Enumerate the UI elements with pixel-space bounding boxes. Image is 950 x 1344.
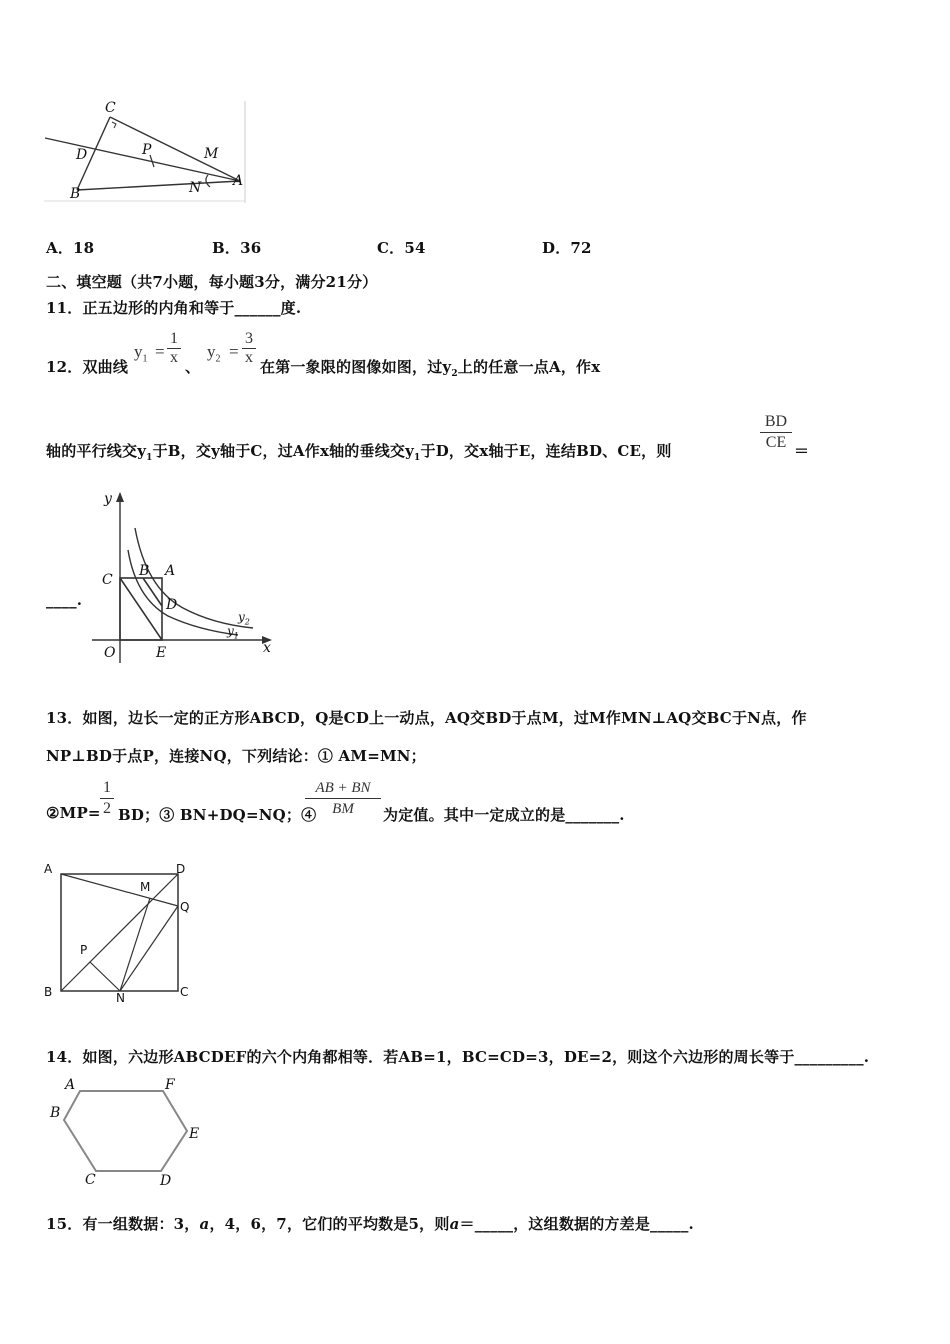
q12-ratio-equals: ＝ bbox=[794, 442, 810, 460]
fig13-label-b: B bbox=[44, 985, 53, 999]
fig14-label-f: F bbox=[165, 1077, 175, 1093]
fig14-label-c: C bbox=[85, 1172, 96, 1188]
q12-y2-symbol: $y_2$ bbox=[207, 342, 221, 365]
fig12-label-e: E bbox=[156, 645, 167, 661]
fig10-label-c: C bbox=[105, 100, 116, 116]
fig13-label-a: A bbox=[44, 862, 53, 876]
q13-line2: NP⊥BD于点P，连接NQ，下列结论：① AM=MN； bbox=[46, 747, 426, 765]
fig10-label-n: N bbox=[189, 180, 202, 196]
q12-line2: 轴的平行线交$y_1$于B，交y轴于C，过A作x轴的垂线交$y_1$于D，交x轴于E，连结BD、CE，则 bbox=[46, 442, 672, 463]
q12-prefix: 12．双曲线 bbox=[46, 358, 129, 376]
fig12-label-b: B bbox=[139, 563, 150, 579]
q13-conclusion4-suffix: 为定值。其中一定成立的是_______. bbox=[383, 806, 625, 824]
fig12-label-a: A bbox=[165, 563, 176, 579]
fig12-label-y2: $y_2$ bbox=[238, 610, 250, 627]
q10-option-b: B．36 bbox=[212, 239, 262, 257]
q12-y1-fraction: 1 x bbox=[167, 330, 181, 367]
fig13-label-q: Q bbox=[180, 900, 190, 914]
fig14-label-a: A bbox=[65, 1077, 76, 1093]
fig14-label-d: D bbox=[160, 1173, 172, 1189]
q12-ratio-fraction: BD CE bbox=[760, 412, 792, 453]
fig12-label-c: C bbox=[102, 572, 113, 588]
q12-y1-eq: = bbox=[155, 342, 165, 361]
q10-option-a: A．18 bbox=[46, 239, 95, 257]
question-11: 11．正五边形的内角和等于______度. bbox=[46, 299, 302, 317]
q12-separator: 、 bbox=[185, 358, 201, 376]
q10-option-d: D．72 bbox=[542, 239, 592, 257]
q13-half-fraction: 1 2 bbox=[100, 778, 114, 819]
fig13-label-p: P bbox=[80, 943, 88, 957]
fig13-label-c: C bbox=[180, 985, 189, 999]
fig10-label-d: D bbox=[76, 147, 88, 163]
fig13-label-d: D bbox=[176, 862, 186, 876]
fig10-label-p: P bbox=[142, 142, 152, 158]
fig14-label-e: E bbox=[189, 1126, 200, 1142]
figure-q14 bbox=[50, 1080, 210, 1180]
q10-option-c: C．54 bbox=[377, 239, 426, 257]
fig13-label-n: N bbox=[116, 991, 125, 1005]
fig13-label-m: M bbox=[140, 880, 151, 894]
fig12-label-d: D bbox=[166, 597, 178, 613]
q12-y2-fraction: 3 x bbox=[242, 330, 256, 367]
section-header-fill-in: 二、填空题（共7小题，每小题3分，满分21分） bbox=[46, 273, 378, 291]
question-15: 15．有一组数据：3，a，4，6，7，它们的平均数是5，则a＝_____，这组数据的方差是_____. bbox=[46, 1215, 694, 1233]
q12-line1: 在第一象限的图像如图，过$y_2$上的任意一点A，作x bbox=[260, 358, 601, 379]
q13-conclusion2-prefix: ②MP= bbox=[46, 804, 101, 822]
figure-q12 bbox=[88, 488, 278, 668]
q12-y2-eq: = bbox=[229, 342, 239, 361]
fig12-label-y1: $y_1$ bbox=[227, 624, 239, 641]
fig10-label-m: M bbox=[204, 146, 219, 162]
q13-conclusion2-suffix: BD；③ BN+DQ=NQ；④ bbox=[118, 806, 317, 824]
question-14: 14．如图，六边形ABCDEF的六个内角都相等．若AB=1，BC=CD=3，DE=2，则这个六边形的周长等于_________. bbox=[46, 1048, 870, 1066]
q13-ratio-fraction: AB + BN BM bbox=[305, 778, 381, 819]
fig14-label-b: B bbox=[50, 1105, 61, 1121]
q12-answer-blank: ____. bbox=[46, 591, 83, 609]
figure-q13 bbox=[40, 860, 200, 1005]
q12-y1-symbol: $y_1$ bbox=[134, 342, 148, 365]
q13-line1: 13．如图，边长一定的正方形ABCD，Q是CD上一动点，AQ交BD于点M，过M作MN⊥AQ交BC于N点，作 bbox=[46, 709, 807, 727]
fig12-label-o: O bbox=[104, 645, 116, 661]
fig10-label-b: B bbox=[70, 186, 81, 202]
fig10-label-a: A bbox=[233, 173, 244, 189]
fig12-label-y: y bbox=[104, 491, 112, 507]
fig12-label-x: x bbox=[263, 640, 271, 656]
